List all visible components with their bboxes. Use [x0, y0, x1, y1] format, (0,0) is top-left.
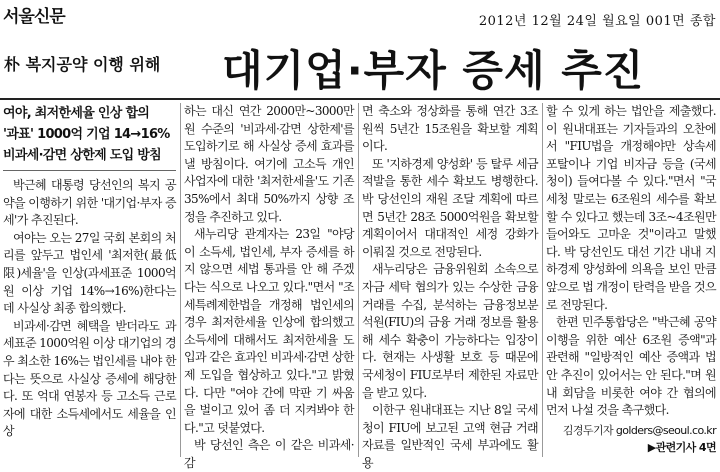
paragraph: 비과세·감면 혜택을 받더라도 과세표준 1000억원 이상 대기업의 경우 최소한 16%는 법인세를 내야 한다는 뜻으로 사실상 증세에 해당한다. 또 억대 연봉자 등 고소득 근로자에 대한 소득세에서도 세율을 인상	[3, 318, 176, 439]
paragraph: 여야는 오는 27일 국회 본회의 처리를 앞두고 법인세 '최저한(最低限)세율'을 인상(과세표준 1000억원 이상 기업 14%→16%)한다는 데 사실상 최종 합의했다.	[3, 230, 176, 316]
paragraph: 박 당선인 측은 이 같은 비과세·감	[184, 438, 354, 470]
headline-kicker: 朴 복지공약 이행 위해	[4, 55, 161, 74]
paragraph: 할 수 있게 하는 법안을 제출했다. 이 원내대표는 기자들과의 오찬에서 "FIU법을 개정해야만 상속세 포탈이나 기업 비자금 등을 (국세청이) 들여다볼 수 있다."면서 "국세청 말로는 6조원의 세수를 확보할 수 있다고 했는데 3조~4조원만 들어와도 고마운 것"이라고 말했다. 박 당선인도 대선 기간 내내 지하경제 양성화에 의욕을 보인 만큼 앞으로 법 개정이 탄력을 받을 것으로 전망된다.	[546, 104, 716, 312]
paragraph: 또 '지하경제 양성화' 등 탈루 세금 적발을 통한 세수 확보도 병행한다. 박 당선인의 재원 조달 계획에 따르면 5년간 28조 5000억원을 확보할 계획이어서 대대적인 세정 강화가 이뤄질 것으로 전망된다.	[362, 156, 538, 259]
subheads	[3, 103, 176, 171]
headline-title: 대기업·부자 증세 추진	[222, 46, 645, 95]
byline: 김경두기자 golders@seoul.co.kr	[562, 423, 716, 437]
article-column-1	[3, 103, 176, 457]
article-column-4	[546, 103, 716, 457]
column-divider	[358, 103, 359, 457]
paragraph: 하는 대신 연간 2000만~3000만원 수준의 '비과세·감면 상한제'를 도입하기로 해 사실상 증세 효과를 낼 방침이다. 여기에 고소득 개인 사업자에 대한 '최저한세율'도 기존 35%에서 최대 50%까지 상향 조정을 추진하고 있다.	[184, 104, 354, 224]
paragraph: 새누리당 관계자는 23일 "야당이 소득세, 법인세, 부자 증세를 하지 않으면 세법 통과를 안 해 주겠다는 식으로 나오고 있다."면서 "조세특례제한법을 개정해 법인세의 경우 최저한세율 인상에 합의했고 소득세에 대해서도 최저한세율 도입과 같은 효과인 비과세·감면 상한제 도입을 협상하고 있다."고 밝혔다. 다만 "여야 간에 막판 기 싸움을 벌이고 있어 좀 더 지켜봐야 한다."고 덧붙였다.	[184, 227, 354, 435]
headline-row	[0, 36, 720, 95]
column-divider	[180, 103, 181, 457]
subhead-3: 비과세·감면 상한제 도입 방침	[3, 148, 162, 163]
related-article-link[interactable]: ▶관련기사 4면	[647, 441, 716, 455]
paragraph: 면 축소와 정상화를 통해 연간 3조원씩 5년간 15조원을 확보할 계획이다.	[362, 104, 538, 154]
top-rule	[0, 98, 720, 100]
masthead	[0, 0, 720, 30]
paragraph: 이한구 원내대표는 지난 8일 국세청이 FIU에 보고된 고액 현금 거래 자료를 일반적인 국세 부과에도 활용	[362, 403, 538, 470]
column-divider	[542, 103, 543, 457]
paragraph: 박근혜 대통령 당선인의 복지 공약을 이행하기 위한 '대기업·부자 증세'가 추진된다.	[3, 178, 176, 228]
paragraph: 한편 민주통합당은 "박근혜 공약이행을 위한 예산 6조원 증액"과 관련해 "일방적인 예산 증액과 법안 추진이 있어서는 안 된다."며 원내 회담을 비롯한 여야 간 협의에 먼저 나설 것을 촉구했다.	[546, 315, 716, 418]
article-column-2	[184, 103, 354, 470]
subhead-1: 여야, 최저한세율 인상 합의	[3, 106, 150, 121]
paper-name: 서울신문	[3, 7, 65, 27]
article-column-3	[362, 103, 538, 470]
subhead-2: '과표' 1000억 기업 14→16%	[3, 127, 170, 142]
article-body	[0, 103, 720, 470]
paragraph: 새누리당은 금융위원회 소속으로 자금 세탁 협의가 있는 수상한 금융거래를 수집, 분석하는 금융정보분석원(FIU)의 금융 거래 정보를 활용해 세수 확충이 가능하다는 입장이다. 현재는 사생활 보호 등 때문에 국세청이 FIU로부터 제한된 자료만을 받고 있다.	[362, 262, 538, 400]
issue-info: 2012년 12월 24일 월요일 001면 종합	[478, 14, 716, 29]
